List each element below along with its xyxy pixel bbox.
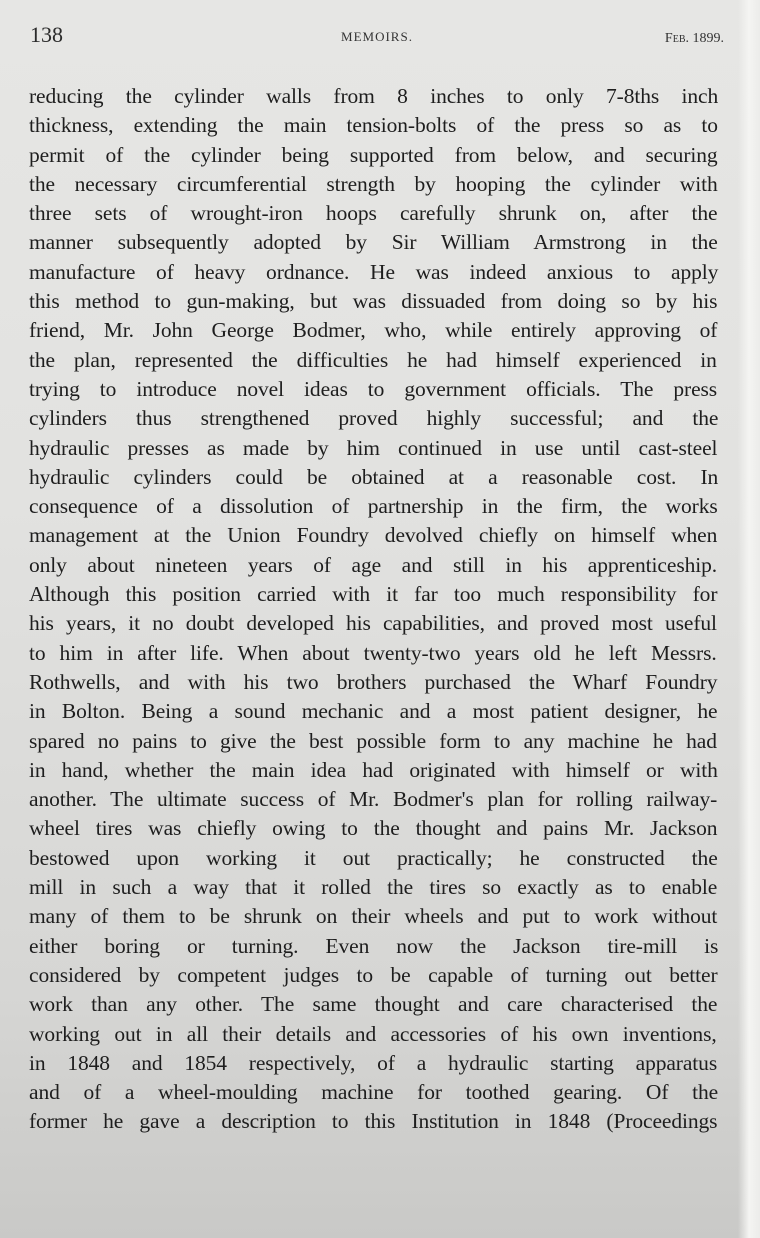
text-line: three sets of wrought-iron hoops carefully shrunk on, after the	[29, 201, 718, 226]
text-line: bestowed upon working it out practically; he constructed the	[29, 845, 718, 870]
page-edge-shading	[738, 0, 760, 1238]
text-line: in Bolton. Being a sound mechanic and a most patient designer, he	[29, 699, 718, 724]
text-line: spared no pains to give the best possible form to any machine he had	[29, 728, 717, 753]
running-header	[30, 22, 724, 52]
text-line: hydraulic presses as made by him continued in use until cast-steel	[29, 435, 718, 460]
text-line: only about nineteen years of age and still in his apprenticeship.	[29, 552, 718, 577]
text-line: permit of the cylinder being supported from below, and securing	[29, 142, 718, 167]
text-line: this method to gun-making, but was dissuaded from doing so by his	[29, 289, 718, 314]
text-line: the necessary circumferential strength by hooping the cylinder with	[29, 171, 718, 196]
text-line: trying to introduce novel ideas to government officials. The press	[29, 376, 718, 401]
text-line: Although this position carried with it far too much responsibility for	[29, 582, 718, 607]
text-line: hydraulic cylinders could be obtained at a reasonable cost. In	[29, 464, 719, 489]
text-line: and of a wheel-moulding machine for toothed gearing. Of the	[29, 1080, 719, 1105]
header-date: Feb. 1899.	[664, 31, 724, 46]
text-line: in hand, whether the main idea had originated with himself or with	[29, 757, 718, 782]
text-line: in 1848 and 1854 respectively, of a hydraulic starting apparatus	[29, 1050, 718, 1075]
text-line: another. The ultimate success of Mr. Bodmer's plan for rolling railway-	[29, 787, 718, 812]
text-line: reducing the cylinder walls from 8 inches to only 7-8ths inch	[29, 84, 719, 108]
text-line: former he gave a description to this Institution in 1848 (Proceedings	[29, 1109, 718, 1134]
text-line: mill in such a way that it rolled the tires so exactly as to enable	[29, 875, 718, 900]
text-line: manner subsequently adopted by Sir William Armstrong in the	[29, 230, 718, 255]
text-line: to him in after life. When about twenty-two years old he left Messrs.	[29, 640, 717, 665]
running-title: MEMOIRS.	[341, 29, 413, 44]
text-line: cylinders thus strengthened proved highly successful; and the	[29, 406, 719, 431]
text-line: wheel tires was chiefly owing to the thought and pains Mr. Jackson	[29, 816, 718, 841]
text-line: friend, Mr. John George Bodmer, who, while entirely approving of	[29, 318, 718, 343]
text-line: management at the Union Foundry devolved chiefly on himself when	[29, 523, 718, 548]
body-paragraph	[29, 82, 724, 1137]
text-line: manufacture of heavy ordnance. He was indeed anxious to apply	[29, 259, 719, 284]
text-line: many of them to be shrunk on their wheels and put to work without	[29, 904, 718, 929]
text-line: his years, it no doubt developed his capabilities, and proved most useful	[29, 611, 717, 636]
text-line: considered by competent judges to be capable of turning out better	[29, 962, 718, 987]
text-line: thickness, extending the main tension-bolts of the press so as to	[29, 113, 718, 138]
text-line: work than any other. The same thought and care characterised the	[29, 992, 718, 1017]
text-line: Rothwells, and with his two brothers purchased the Wharf Foundry	[29, 669, 718, 694]
text-line: consequence of a dissolution of partnership in the firm, the works	[29, 494, 718, 519]
page-number: 138	[30, 22, 63, 47]
text-line: either boring or turning. Even now the Jackson tire-mill is	[29, 933, 719, 958]
text-line: the plan, represented the difficulties he had himself experienced in	[29, 347, 717, 372]
text-line: working out in all their details and accessories of his own inventions,	[29, 1021, 717, 1046]
